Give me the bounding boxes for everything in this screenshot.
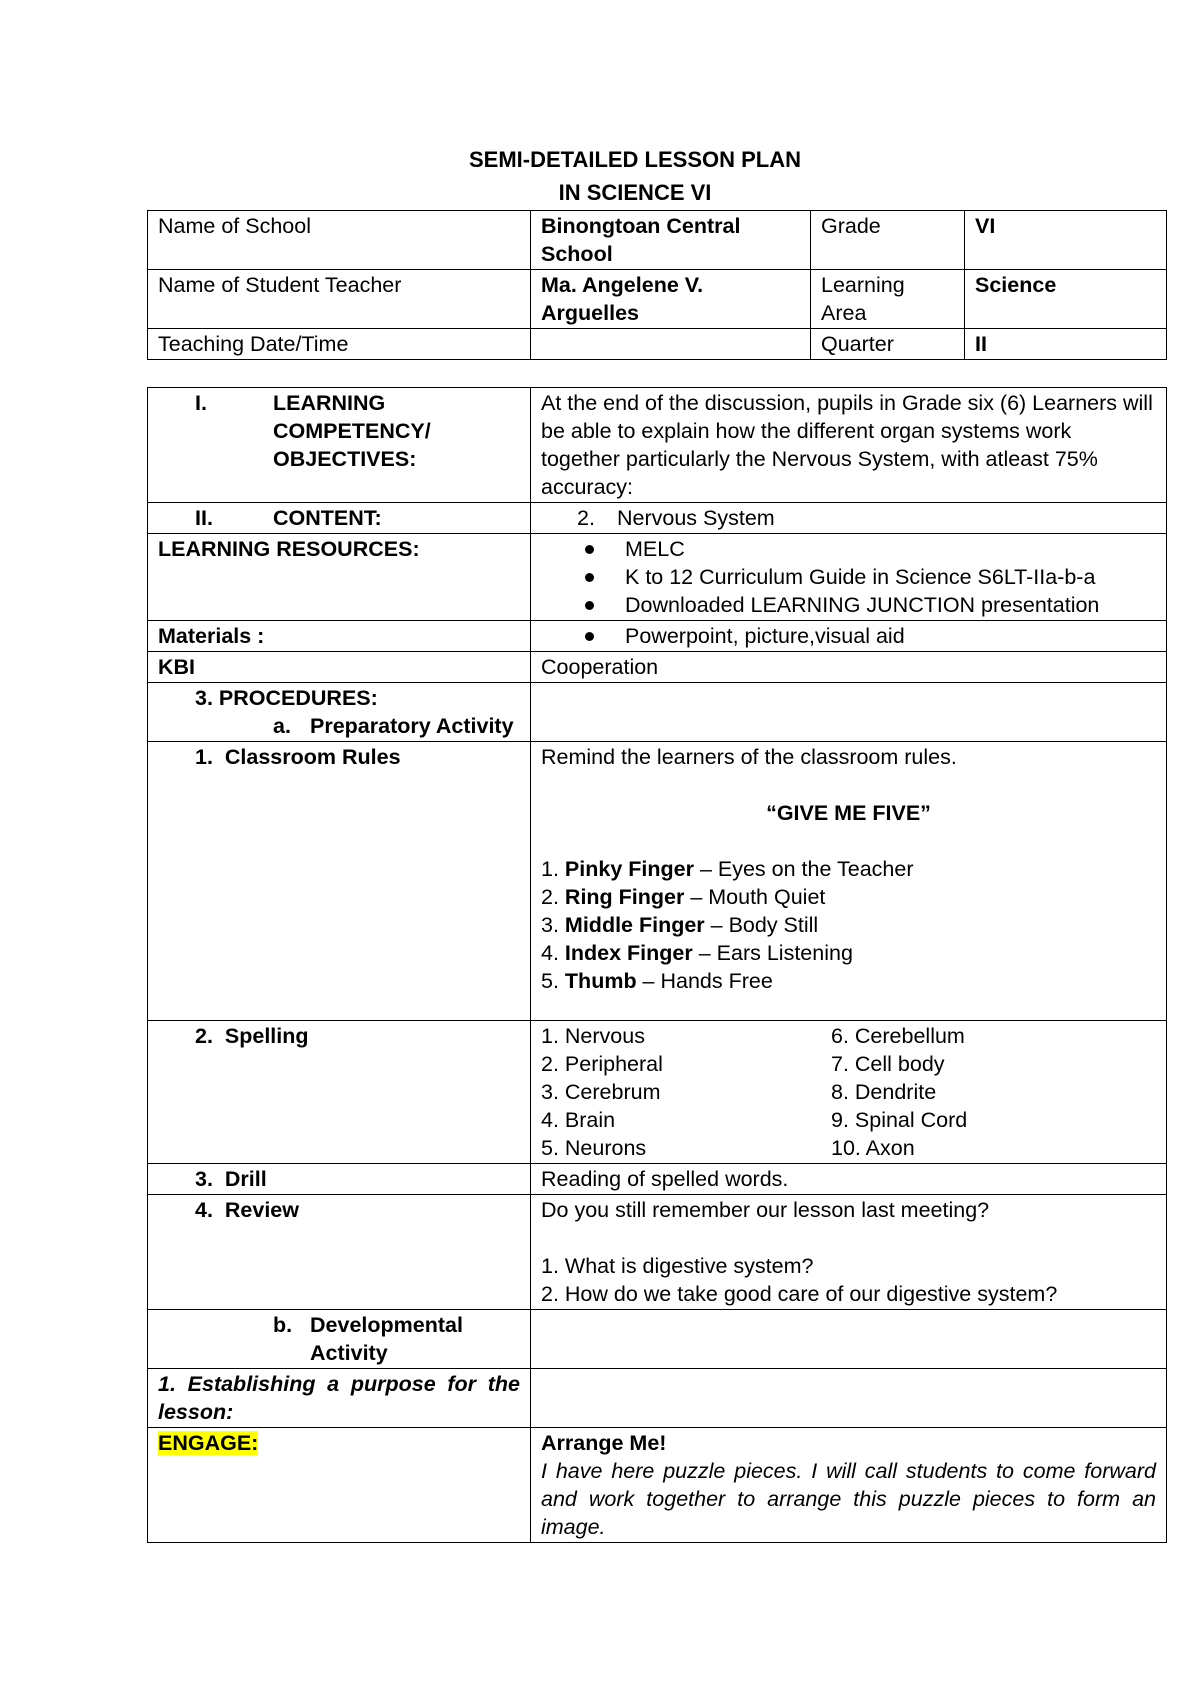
engage-label: ENGAGE: [158, 1431, 259, 1455]
list-item: 10. Axon [831, 1136, 915, 1160]
list-item: MELC [541, 535, 1156, 563]
spelling-label-cell [148, 1021, 531, 1164]
table-row [148, 270, 1167, 329]
drill-row [148, 1164, 1167, 1195]
list-item: 4. Index Finger – Ears Listening [541, 941, 853, 965]
list-item: 6. Cerebellum [831, 1024, 965, 1048]
list-item: Powerpoint, picture,visual aid [541, 622, 1156, 650]
classroom-rules-label: Classroom Rules [224, 745, 401, 769]
content-item-text: Nervous System [617, 506, 775, 530]
grade-value: VI [965, 211, 1167, 270]
content-num: II. [195, 506, 213, 530]
table-row [148, 329, 1167, 360]
preparatory-label: Preparatory Activity [310, 714, 514, 738]
drill-text: Reading of spelled words. [531, 1164, 1167, 1195]
quarter-label: Quarter [811, 329, 965, 360]
developmental-num: b. [273, 1313, 293, 1337]
procedures-row [148, 683, 1167, 742]
kbi-row [148, 652, 1167, 683]
developmental-label: Developmental Activity [310, 1313, 463, 1365]
engage-content [531, 1428, 1167, 1543]
review-question: Do you still remember our lesson last meeting? [541, 1198, 990, 1222]
school-value: Binongtoan Central School [531, 211, 811, 270]
procedures-label-cell [148, 683, 531, 742]
procedures-label: 3. PROCEDURES: [195, 686, 378, 710]
learning-area-label: Learning Area [811, 270, 965, 329]
spelling-label: Spelling [224, 1024, 309, 1048]
review-content [531, 1195, 1167, 1310]
list-item: 2. Ring Finger – Mouth Quiet [541, 885, 826, 909]
content-row [148, 503, 1167, 534]
document-title: SEMI-DETAILED LESSON PLAN [468, 147, 802, 172]
list-item: 8. Dendrite [831, 1080, 937, 1104]
objectives-label: LEARNING COMPETENCY/ OBJECTIVES: [273, 391, 431, 471]
list-item: 3. Middle Finger – Body Still [541, 913, 819, 937]
developmental-empty-cell [531, 1310, 1167, 1369]
kbi-label: KBI [148, 652, 531, 683]
classroom-rules-row [148, 742, 1167, 1021]
table-row [148, 211, 1167, 270]
content-label-cell [148, 503, 531, 534]
content-item-num: 2. [577, 506, 595, 530]
list-item: Downloaded LEARNING JUNCTION presentation [541, 591, 1156, 619]
rules-intro: Remind the learners of the classroom rules. [541, 745, 957, 769]
resources-label: LEARNING RESOURCES: [148, 534, 531, 621]
list-item: 5. Thumb – Hands Free [541, 969, 773, 993]
objectives-num: I. [195, 391, 207, 415]
teacher-label: Name of Student Teacher [148, 270, 531, 329]
school-label: Name of School [148, 211, 531, 270]
purpose-empty-cell [531, 1369, 1167, 1428]
purpose-label: 1. Establishing a purpose for the lesson: [148, 1369, 531, 1428]
drill-label-cell [148, 1164, 531, 1195]
teacher-value: Ma. Angelene V. Arguelles [531, 270, 811, 329]
materials-list [541, 622, 1156, 650]
drill-num: 3. [195, 1167, 213, 1191]
engage-row [148, 1428, 1167, 1543]
list-item: 3. Cerebrum [541, 1080, 661, 1104]
resources-list [541, 535, 1156, 619]
teaching-date-value [531, 329, 811, 360]
resources-list-cell [531, 534, 1167, 621]
review-row [148, 1195, 1167, 1310]
learning-area-value: Science [965, 270, 1167, 329]
list-item: 2. How do we take good care of our digestive system? [541, 1282, 1058, 1306]
list-item: 5. Neurons [541, 1136, 647, 1160]
developmental-label-cell [148, 1310, 531, 1369]
list-item: K to 12 Curriculum Guide in Science S6LT-IIa-b-a [541, 563, 1156, 591]
spelling-words-cell [531, 1021, 1167, 1164]
review-label: Review [224, 1198, 299, 1222]
preparatory-num: a. [273, 714, 291, 738]
materials-list-cell [531, 621, 1167, 652]
review-label-cell [148, 1195, 531, 1310]
engage-text: I have here puzzle pieces. I will call students to come forward and work together to arrange this puzzle pieces to form an image. [541, 1459, 1156, 1539]
quarter-value: II [965, 329, 1167, 360]
list-item: 2. Peripheral [541, 1052, 663, 1076]
lesson-plan-table [147, 387, 1167, 1543]
spelling-words [541, 1022, 1156, 1162]
classroom-rules-content [531, 742, 1167, 1021]
rules-heading: “GIVE ME FIVE” [766, 801, 931, 825]
list-item: 9. Spinal Cord [831, 1108, 968, 1132]
materials-label: Materials : [148, 621, 531, 652]
list-item: 7. Cell body [831, 1052, 945, 1076]
list-item: 1. Nervous [541, 1024, 645, 1048]
resources-row [148, 534, 1167, 621]
content-value-cell [531, 503, 1167, 534]
classroom-rules-label-cell [148, 742, 531, 1021]
list-item: 1. What is digestive system? [541, 1254, 814, 1278]
content-label: CONTENT: [273, 506, 382, 530]
classroom-rules-num: 1. [195, 745, 213, 769]
drill-label: Drill [224, 1167, 267, 1191]
procedures-empty-cell [531, 683, 1167, 742]
header-info-table [147, 210, 1167, 360]
list-item: 4. Brain [541, 1108, 616, 1132]
document-subtitle: IN SCIENCE VI [558, 180, 712, 205]
objectives-label-cell [148, 388, 531, 503]
purpose-row [148, 1369, 1167, 1428]
review-num: 4. [195, 1198, 213, 1222]
engage-label-cell [148, 1428, 531, 1543]
list-item: 1. Pinky Finger – Eyes on the Teacher [541, 857, 914, 881]
kbi-value: Cooperation [531, 652, 1167, 683]
teaching-date-label: Teaching Date/Time [148, 329, 531, 360]
grade-label: Grade [811, 211, 965, 270]
objectives-text: At the end of the discussion, pupils in Grade six (6) Learners will be able to explain how the different organ systems work together particularly the Nervous System, with atleast 75% accuracy: [531, 388, 1167, 503]
spelling-row [148, 1021, 1167, 1164]
developmental-row [148, 1310, 1167, 1369]
materials-row [148, 621, 1167, 652]
objectives-row [148, 388, 1167, 503]
engage-title: Arrange Me! [541, 1431, 667, 1455]
spelling-num: 2. [195, 1024, 213, 1048]
